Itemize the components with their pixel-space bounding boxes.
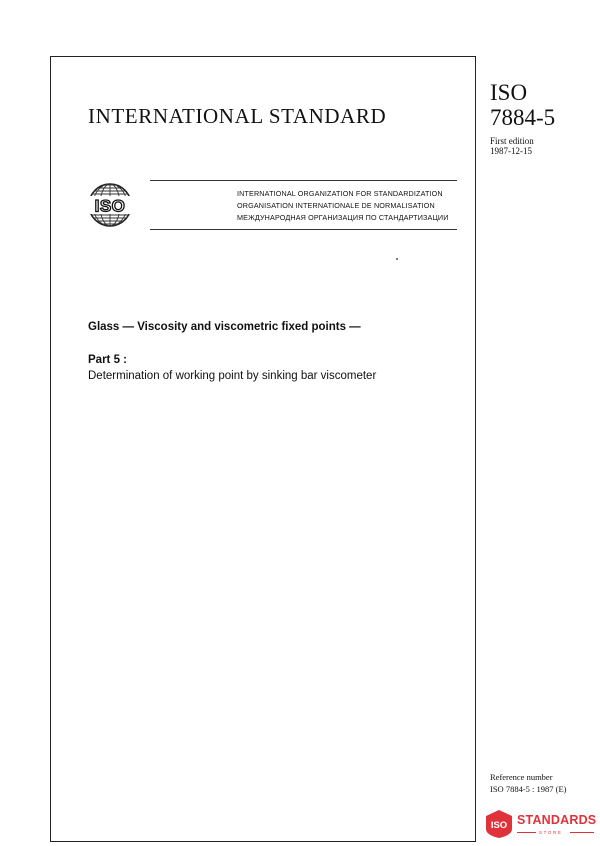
scan-speck [396,258,398,260]
iso-logo-icon [82,177,138,233]
reference-number: ISO 7884-5 : 1987 (E) [490,784,567,794]
iso-badge-text: ISO [490,820,508,831]
part-title: Determination of working point by sinking bar viscometer [88,370,377,382]
edition-label: First edition [490,136,534,146]
store-line-left [517,832,536,833]
org-name-ru: МЕЖДУНАРОДНАЯ ОРГАНИЗАЦИЯ ПО СТАНДАРТИЗАЦИИ [237,213,449,222]
standards-store-watermark [484,809,596,839]
document-type-heading: INTERNATIONAL STANDARD [88,104,387,128]
iso-badge-icon [484,809,514,839]
org-name-fr: ORGANISATION INTERNATIONALE DE NORMALISATION [237,201,435,210]
reference-label: Reference number [490,772,553,782]
org-name-en: INTERNATIONAL ORGANIZATION FOR STANDARDIZATION [237,189,443,198]
iso-logo-text: ISO [94,196,126,216]
top-rule [150,180,457,181]
store-line-right [570,832,594,833]
part-label: Part 5 : [88,354,127,366]
store-name: STANDARDS [517,813,597,827]
edition-block [490,136,534,156]
edition-date: 1987-12-15 [490,146,532,156]
organization-names [237,188,449,224]
document-title: Glass — Viscosity and viscometric fixed points — [88,321,361,333]
standard-number [490,80,555,130]
page-frame [50,56,476,842]
store-sub: STORE [539,830,563,835]
standard-prefix: ISO [490,80,528,105]
bottom-rule [150,229,457,230]
standard-code: 7884-5 [490,105,556,130]
